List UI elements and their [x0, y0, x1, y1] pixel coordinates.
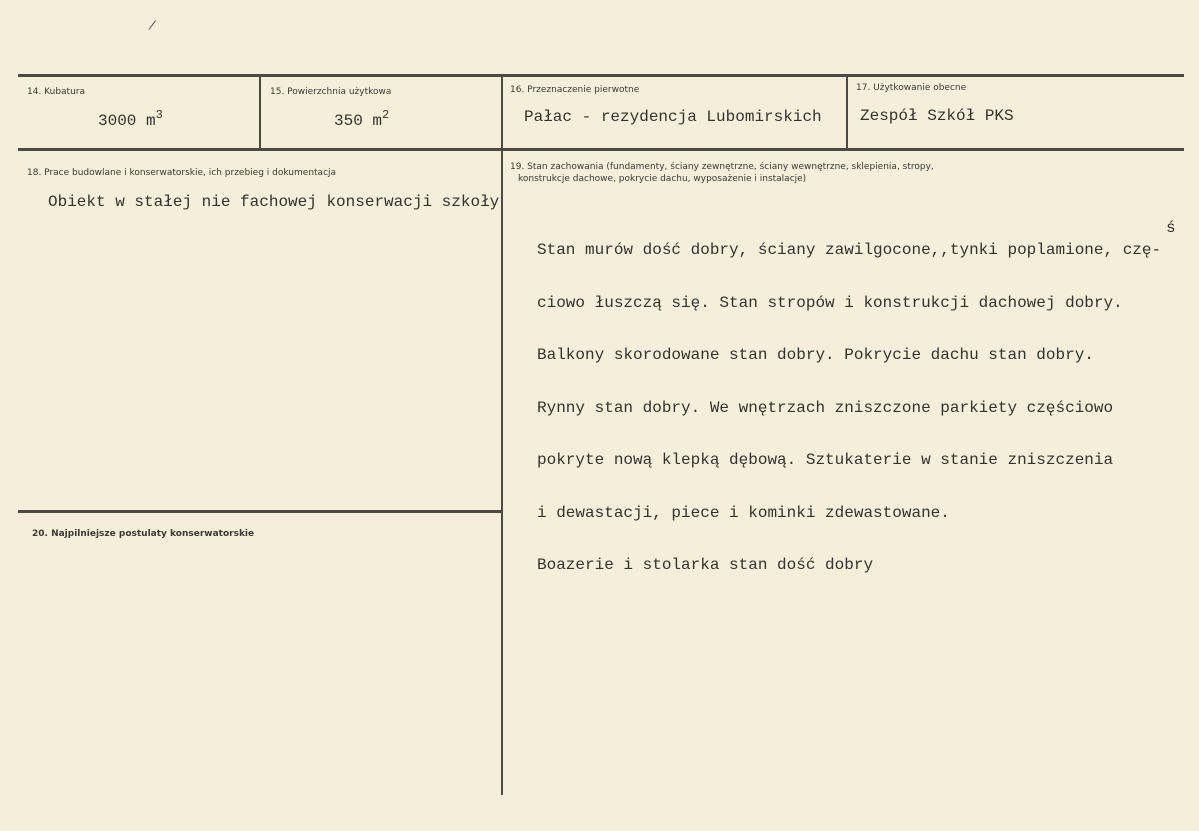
field-15-number: 350 m: [334, 112, 383, 130]
top-rule: [18, 74, 1184, 77]
field-17-label: 17. Użytkowanie obecne: [856, 83, 967, 93]
section-rule: [18, 510, 502, 513]
field-15-value: [334, 108, 390, 130]
field-18-label: 18. Prace budowlane i konserwatorskie, ich przebieg i dokumentacja: [27, 168, 337, 178]
field-19-line: i dewastacji, piece i kominki zdewastowane.: [537, 503, 950, 522]
row-rule: [18, 148, 1184, 151]
field-19-line: Boazerie i stolarka stan dość dobry: [537, 556, 874, 574]
col-rule-1: [259, 77, 261, 149]
field-15-label: 15. Powierzchnia użytkowa: [270, 87, 392, 97]
field-15-exponent: 2: [382, 108, 390, 122]
field-19-line: ciowo łuszczą się. Stan stropów i konstrukcji dachowej dobry.: [537, 293, 1123, 312]
field-19-line: Rynny stan dobry. We wnętrzach zniszczone parkiety częściowo: [537, 398, 1114, 417]
field-19-line: Balkony skorodowane stan dobry. Pokrycie dachu stan dobry.: [537, 346, 1094, 364]
field-19-label-line-2: konstrukcje dachowe, pokrycie dachu, wyposażenie i instalacje): [518, 174, 807, 184]
field-20-label: 20. Najpilniejsze postulaty konserwatorskie: [32, 529, 255, 539]
field-19-line: pokryte nową klepką dębową. Sztukaterie w stanie zniszczenia: [537, 451, 1114, 469]
field-17-value: Zespół Szkół PKS: [860, 107, 1014, 125]
field-18-value: Obiekt w stałej nie fachowej konserwacji szkoły: [48, 193, 500, 211]
field-19-label-line-1: 19. Stan zachowania (fundamenty, ściany zewnętrzne, ściany wewnętrzne, sklepienia, stropy,: [510, 162, 934, 172]
field-14-number: 3000 m: [98, 112, 156, 130]
field-14-label: 14. Kubatura: [27, 87, 86, 97]
col-rule-2: [501, 77, 503, 795]
field-16-value: Pałac - rezydencja Lubomirskich: [524, 108, 822, 126]
field-16-label: 16. Przeznaczenie pierwotne: [510, 85, 640, 95]
field-19-text: [537, 207, 1161, 610]
pencil-mark: /: [147, 17, 157, 34]
field-14-exponent: 3: [155, 108, 163, 122]
col-rule-3: [846, 77, 848, 149]
field-19-overlay-char: ś: [1166, 219, 1176, 237]
field-19-line: Stan murów dość dobry, ściany zawilgocone,,tynki poplamione, czę-: [537, 241, 1162, 259]
field-14-value: [98, 108, 163, 130]
